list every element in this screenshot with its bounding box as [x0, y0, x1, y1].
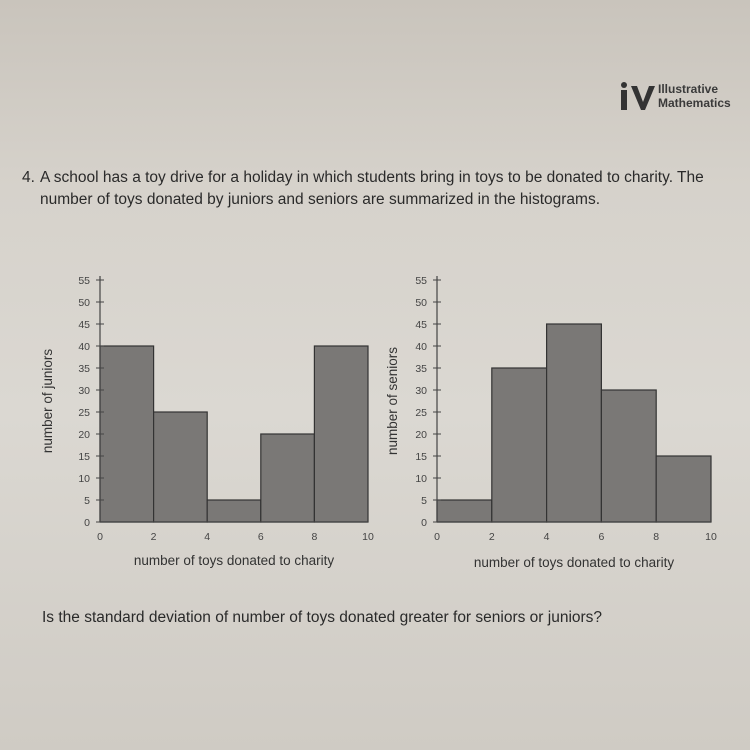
- juniors-bar-4: [314, 346, 368, 522]
- seniors-ytick-label-10: 10: [415, 473, 427, 485]
- juniors-xtick-label-0: 0: [97, 531, 103, 543]
- seniors-ytick-label-50: 50: [415, 297, 427, 309]
- seniors-ytick-label-45: 45: [415, 319, 427, 331]
- logo-line-1: Illustrative: [658, 82, 719, 96]
- seniors-x-axis-label: number of toys donated to charity: [473, 555, 675, 570]
- juniors-ytick-label-50: 50: [78, 297, 90, 309]
- seniors-y-axis-label: number of seniors: [385, 346, 400, 456]
- juniors-ytick-label-15: 15: [78, 451, 90, 463]
- juniors-bar-3: [261, 434, 315, 522]
- juniors-y-axis-label: number of juniors: [40, 348, 55, 454]
- juniors-ytick-label-35: 35: [78, 363, 90, 375]
- juniors-ytick-label-40: 40: [78, 341, 90, 353]
- seniors-ytick-label-5: 5: [421, 495, 427, 507]
- seniors-ytick-label-40: 40: [415, 341, 427, 353]
- seniors-bar-2: [547, 324, 602, 522]
- seniors-ytick-label-20: 20: [415, 429, 427, 441]
- seniors-ytick-label-35: 35: [415, 363, 427, 375]
- juniors-xtick-label-2: 2: [150, 531, 157, 543]
- juniors-xtick-label-10: 10: [362, 531, 374, 543]
- seniors-ytick-label-0: 0: [421, 517, 427, 529]
- seniors-xtick-label-2: 2: [488, 531, 495, 543]
- juniors-ytick-label-25: 25: [78, 407, 90, 419]
- seniors-xtick-label-10: 10: [705, 531, 717, 543]
- followup-question: Is the standard deviation of number of toys donated greater for seniors or juniors?: [42, 609, 603, 626]
- juniors-ytick-label-45: 45: [78, 319, 90, 331]
- seniors-ytick-label-15: 15: [415, 451, 427, 463]
- seniors-xtick-label-4: 4: [543, 531, 550, 543]
- question-text: A school has a toy drive for a holiday in which students bring in toys to be donated to charity. The number of toys donated by juniors and seniors are summarized in the histograms.: [40, 169, 704, 208]
- seniors-ytick-label-25: 25: [415, 407, 427, 419]
- juniors-xtick-label-4: 4: [204, 531, 211, 543]
- juniors-ytick-label-10: 10: [78, 473, 90, 485]
- seniors-xtick-label-6: 6: [598, 531, 605, 543]
- juniors-xtick-label-6: 6: [257, 531, 264, 543]
- juniors-ytick-label-55: 55: [78, 275, 90, 287]
- seniors-ytick-label-55: 55: [415, 275, 427, 287]
- logo-line-2: Mathematics: [658, 96, 731, 110]
- question-number: 4.: [22, 169, 35, 186]
- seniors-ytick-label-30: 30: [415, 385, 427, 397]
- seniors-bar-0: [437, 500, 492, 522]
- juniors-bar-2: [207, 500, 261, 522]
- seniors-bar-1: [492, 368, 547, 522]
- juniors-bar-1: [154, 412, 208, 522]
- juniors-ytick-label-20: 20: [78, 429, 90, 441]
- juniors-xtick-label-8: 8: [311, 531, 318, 543]
- seniors-bar-4: [656, 456, 711, 522]
- juniors-ytick-label-0: 0: [84, 517, 90, 529]
- juniors-ytick-label-30: 30: [78, 385, 90, 397]
- seniors-xtick-label-0: 0: [434, 531, 440, 543]
- juniors-x-axis-label: number of toys donated to charity: [133, 553, 335, 568]
- juniors-bar-0: [100, 346, 154, 522]
- seniors-bar-3: [601, 390, 656, 522]
- juniors-ytick-label-5: 5: [84, 495, 90, 507]
- seniors-xtick-label-8: 8: [653, 531, 660, 543]
